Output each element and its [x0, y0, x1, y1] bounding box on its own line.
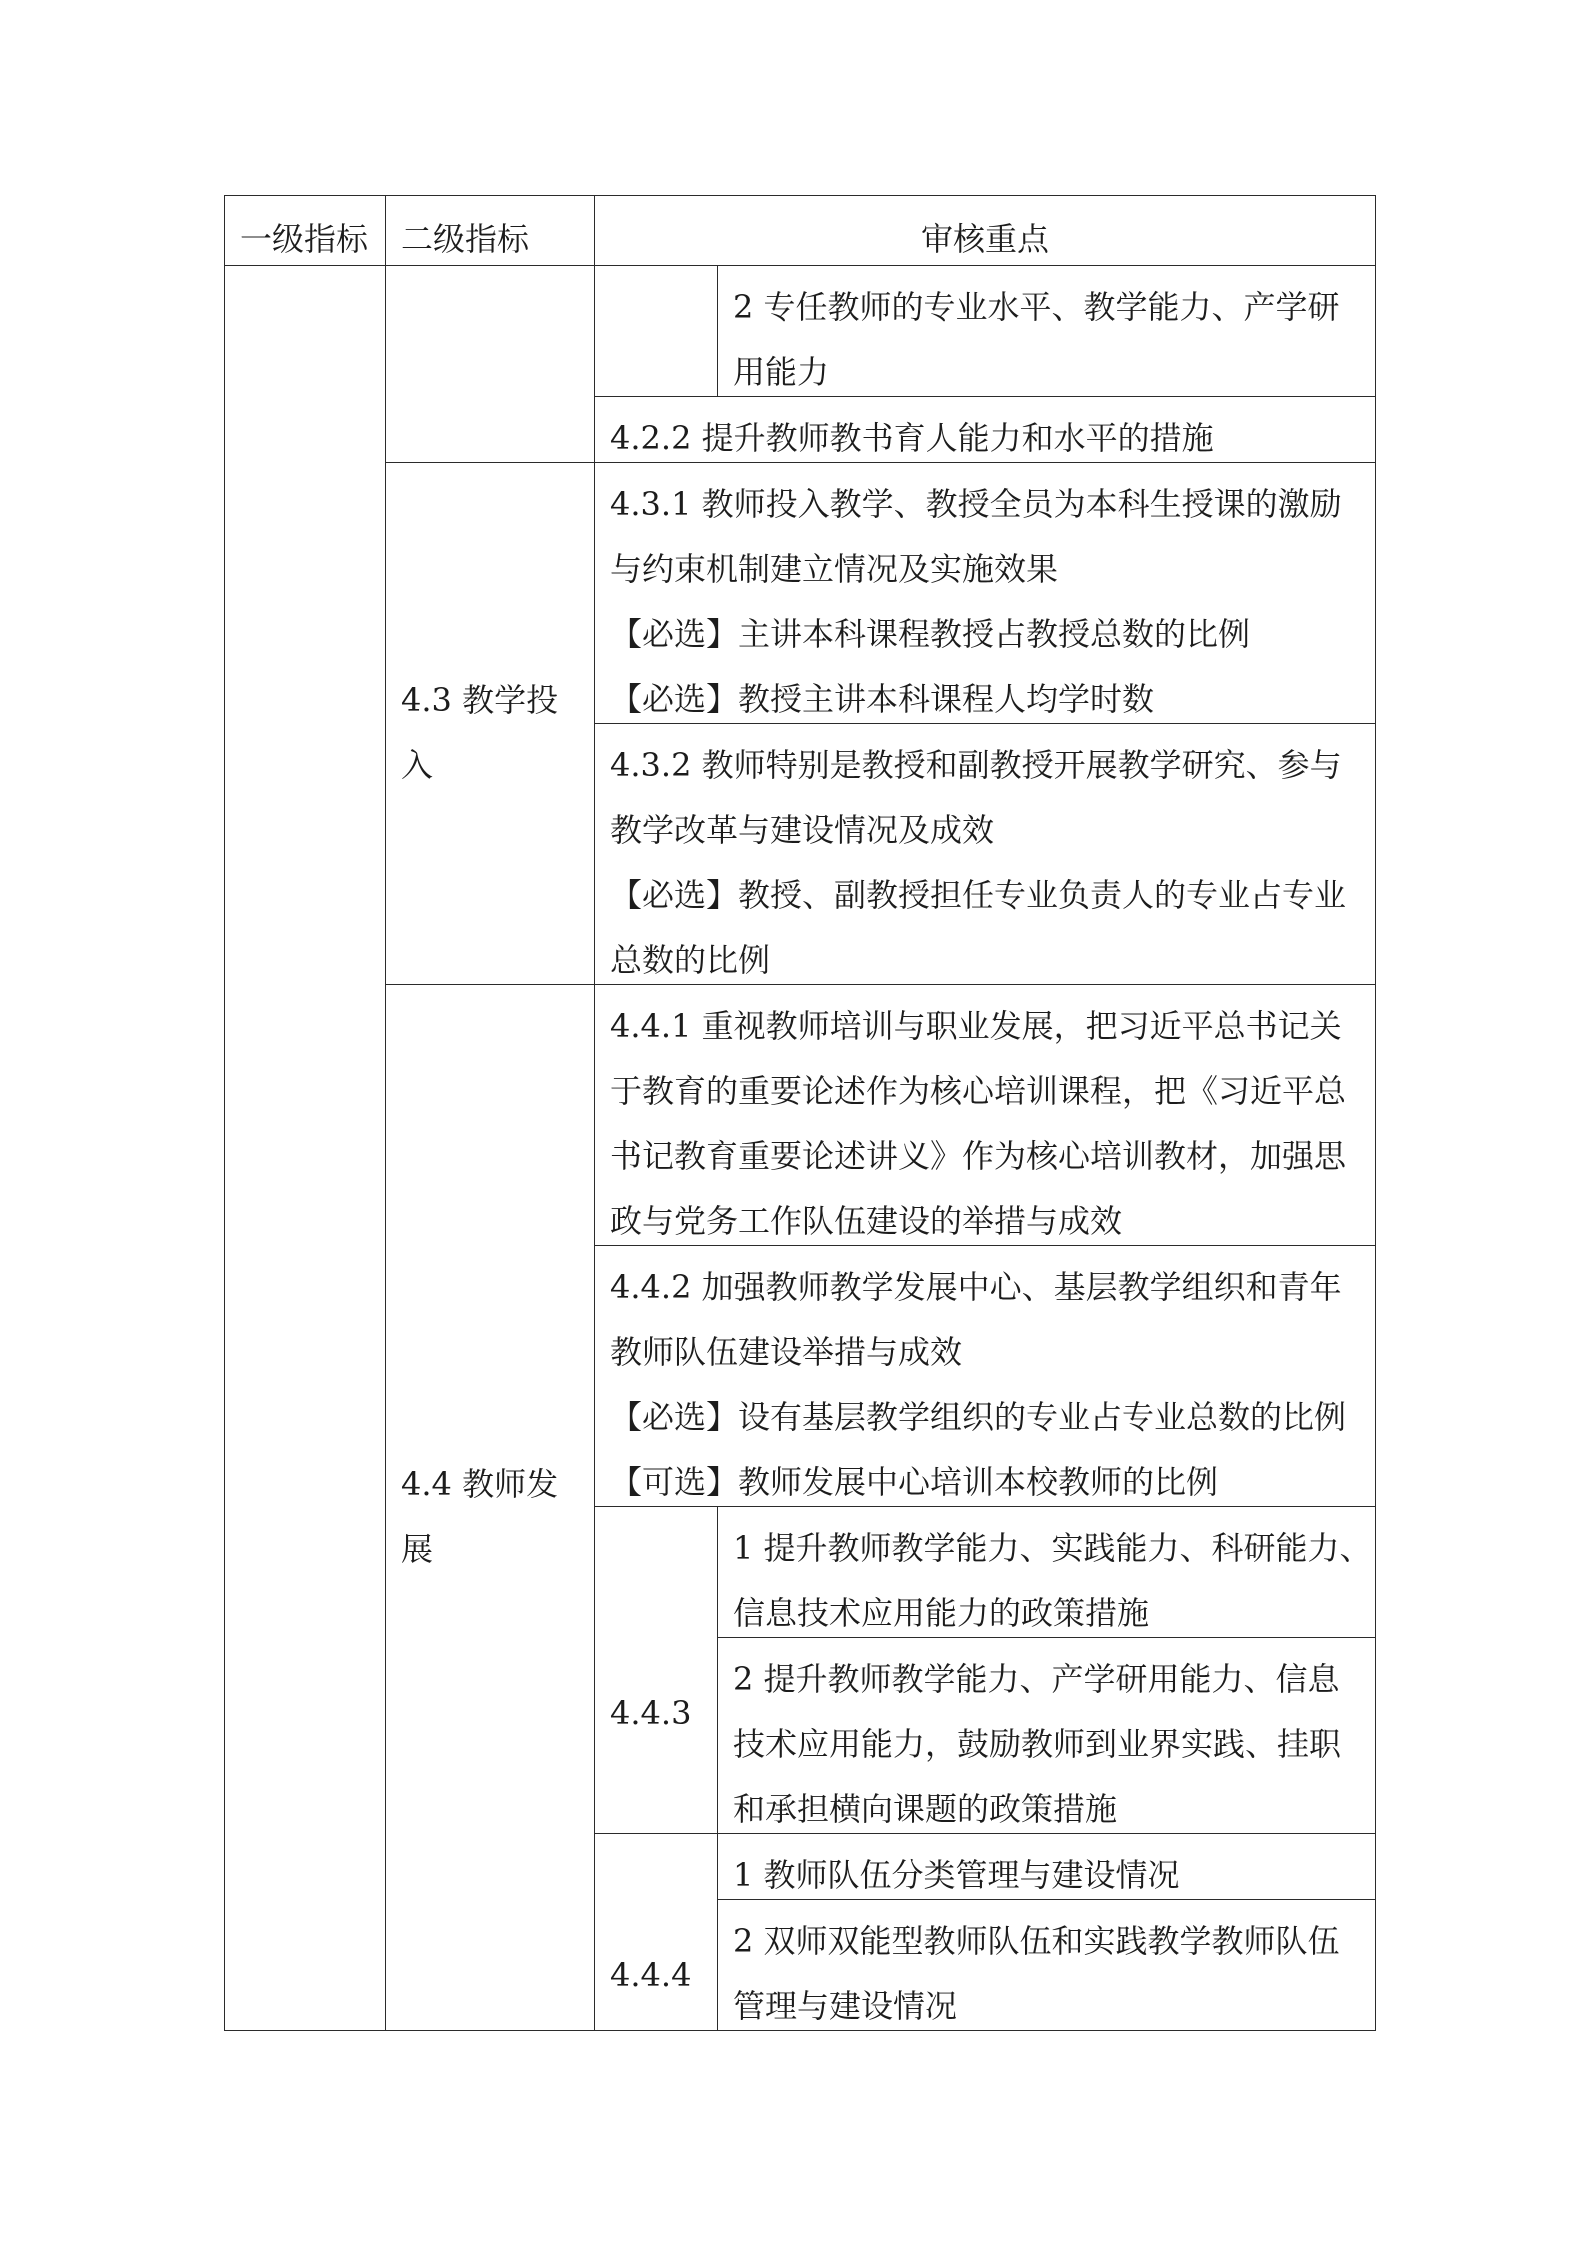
item-line: 4.3.1 教师投入教学、教授全员为本科生授课的激励 — [610, 485, 1342, 523]
item-line: 教学改革与建设情况及成效 — [610, 811, 995, 849]
item-line: 技术应用能力，鼓励教师到业界实践、挂职 — [733, 1725, 1342, 1763]
sub-empty-cell — [595, 266, 718, 397]
table-row — [225, 266, 1376, 397]
item-4-2-1-2 — [718, 266, 1376, 397]
level2-4-3-line: 4.3 教学投 — [401, 680, 559, 719]
level2-4-3-line: 入 — [401, 745, 434, 784]
header-level2-cell — [386, 196, 595, 266]
item-line: 信息技术应用能力的政策措施 — [733, 1594, 1150, 1632]
item-line: 4.4.1 重视教师培训与职业发展，把习近平总书记关 — [610, 1007, 1342, 1045]
header-level2: 二级指标 — [401, 220, 530, 258]
item-line: 2 双师双能型教师队伍和实践教学教师队伍 — [733, 1922, 1340, 1960]
level2-empty-cell — [386, 266, 595, 463]
item-line: 4.4.2 加强教师教学发展中心、基层教学组织和青年 — [610, 1268, 1342, 1306]
table-row — [225, 463, 1376, 724]
sub-4-4-3: 4.4.3 — [610, 1693, 692, 1732]
item-line: 【必选】教授主讲本科课程人均学时数 — [610, 680, 1155, 718]
item-4-4-4-1 — [718, 1834, 1376, 1900]
sub-4-4-4: 4.4.4 — [610, 1955, 692, 1994]
item-line: 2 专任教师的专业水平、教学能力、产学研 — [733, 288, 1340, 326]
item-4-4-3-2 — [718, 1638, 1376, 1834]
item-line: 总数的比例 — [610, 941, 771, 979]
item-line: 1 提升教师教学能力、实践能力、科研能力、 — [733, 1529, 1372, 1567]
table-row — [225, 985, 1376, 1246]
header-level1-cell — [225, 196, 386, 266]
level2-4-4-cell — [386, 985, 595, 2031]
item-line: 和承担横向课题的政策措施 — [733, 1790, 1118, 1828]
item-4-4-3-1 — [718, 1507, 1376, 1638]
item-line: 【必选】教授、副教授担任专业负责人的专业占专业 — [610, 876, 1347, 914]
item-4-4-1 — [595, 985, 1376, 1246]
level2-4-3-cell — [386, 463, 595, 985]
item-line: 【必选】设有基层教学组织的专业占专业总数的比例 — [610, 1398, 1347, 1436]
item-line: 4.2.2 提升教师教书育人能力和水平的措施 — [610, 419, 1214, 457]
sub-4-4-3-cell — [595, 1507, 718, 1834]
table-header-row — [225, 196, 1376, 266]
item-4-2-2 — [595, 397, 1376, 463]
sub-4-4-4-cell — [595, 1834, 718, 2031]
item-line: 教师队伍建设举措与成效 — [610, 1333, 963, 1371]
item-line: 用能力 — [733, 353, 830, 391]
item-4-4-4-2 — [718, 1900, 1376, 2031]
header-focus-cell — [595, 196, 1376, 266]
header-level1: 一级指标 — [240, 220, 369, 258]
item-line: 与约束机制建立情况及实施效果 — [610, 550, 1059, 588]
item-line: 书记教育重要论述讲义》作为核心培训教材，加强思 — [610, 1137, 1347, 1175]
item-line: 管理与建设情况 — [733, 1987, 958, 2025]
level1-empty-cell — [225, 266, 386, 2031]
item-line: 【可选】教师发展中心培训本校教师的比例 — [610, 1463, 1219, 1501]
item-4-4-2 — [595, 1246, 1376, 1507]
item-line: 于教育的重要论述作为核心培训课程，把《习近平总 — [610, 1072, 1347, 1110]
item-line: 2 提升教师教学能力、产学研用能力、信息 — [733, 1660, 1340, 1698]
item-line: 政与党务工作队伍建设的举措与成效 — [610, 1202, 1123, 1240]
item-4-3-1 — [595, 463, 1376, 724]
level2-4-4-line: 4.4 教师发 — [401, 1464, 559, 1503]
item-line: 1 教师队伍分类管理与建设情况 — [733, 1856, 1180, 1894]
item-4-3-2 — [595, 724, 1376, 985]
item-line: 【必选】主讲本科课程教授占教授总数的比例 — [610, 615, 1251, 653]
header-focus: 审核重点 — [921, 220, 1050, 258]
item-line: 4.3.2 教师特别是教授和副教授开展教学研究、参与 — [610, 746, 1342, 784]
level2-4-4-line: 展 — [401, 1529, 434, 1568]
audit-criteria-table — [224, 195, 1376, 2031]
